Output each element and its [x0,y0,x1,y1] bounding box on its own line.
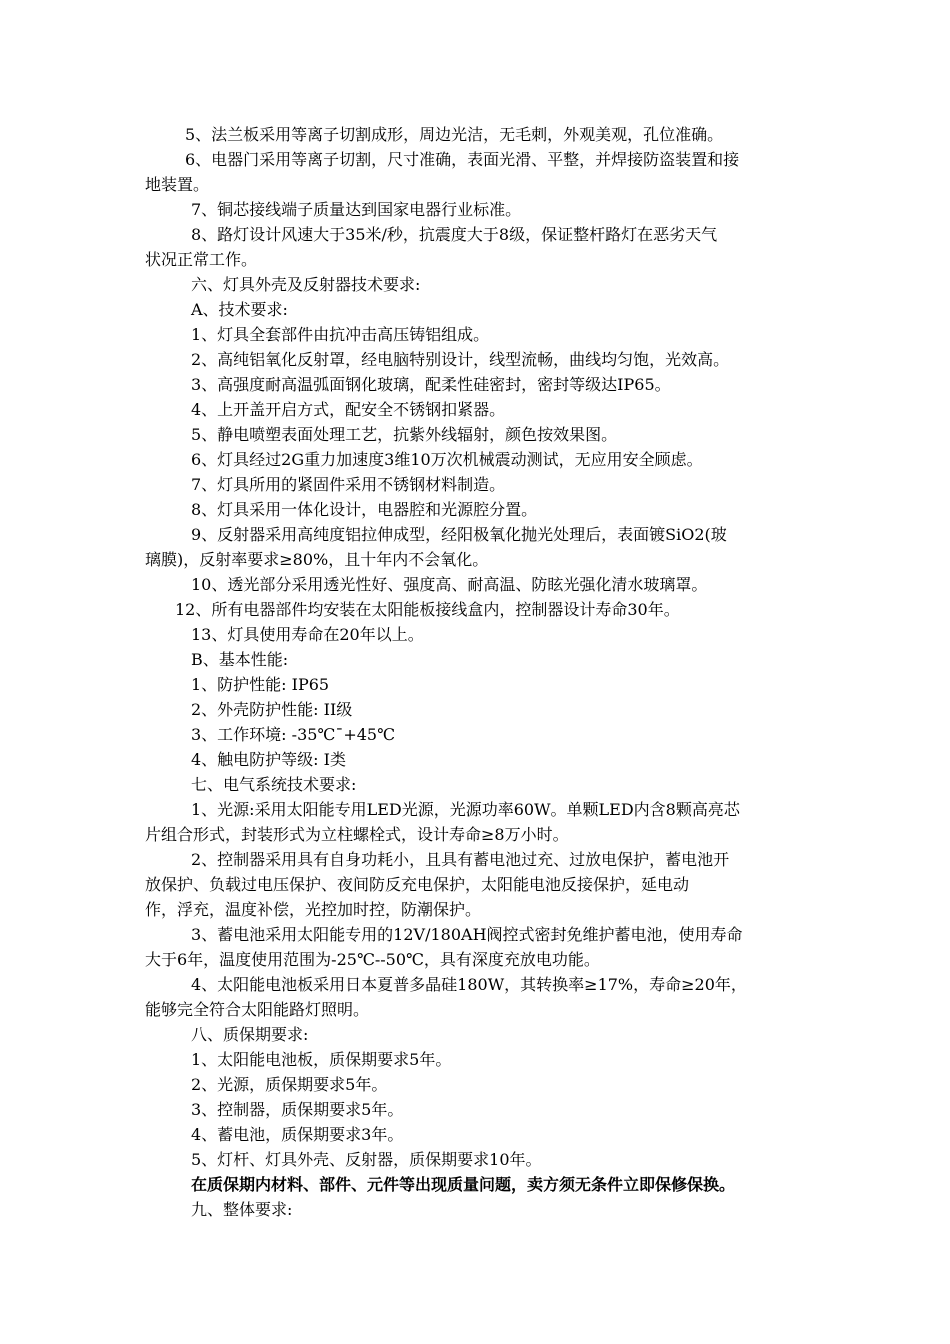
text-line: 7、铜芯接线端子质量达到国家电器行业标准。 [191,200,522,219]
text-line: 5、灯杆、灯具外壳、反射器，质保期要求10年。 [191,1150,542,1169]
text-line: 5、法兰板采用等离子切割成形，周边光洁，无毛刺，外观美观，孔位准确。 [185,125,724,144]
text-line: 5、静电喷塑表面处理工艺，抗紫外线辐射，颜色按效果图。 [191,425,618,444]
text-line: 2、控制器采用具有自身功耗小，且具有蓄电池过充、过放电保护，蓄电池开 [191,850,730,869]
text-line: 4、蓄电池，质保期要求3年。 [191,1125,404,1144]
text-line: 2、高纯铝氧化反射罩，经电脑特别设计，线型流畅，曲线均匀饱，光效高。 [191,350,730,369]
document-body [145,122,810,1222]
text-line: 4、太阳能电池板采用日本夏普多晶硅180W，其转换率≥17%，寿命≥20年， [191,975,747,994]
text-line: 3、工作环境: -35℃¯+45℃ [191,725,395,744]
text-line: 大于6年，温度使用范围为-25℃--50℃，具有深度充放电功能。 [145,950,600,969]
text-line: 13、灯具使用寿命在20年以上。 [191,625,424,644]
text-line: 放保护、负载过电压保护、夜间防反充电保护，太阳能电池反接保护，延电动 [145,875,690,894]
section-heading-8: 八、质保期要求: [191,1025,309,1044]
text-line: 2、外壳防护性能: II级 [191,700,353,719]
warranty-statement: 在质保期内材料、部件、元件等出现质量问题，卖方须无条件立即保修保换。 [191,1175,736,1194]
text-line: 8、路灯设计风速大于35米/秒，抗震度大于8级，保证整杆路灯在恶劣天气 [191,225,718,244]
text-line: 能够完全符合太阳能路灯照明。 [145,1000,370,1019]
subsection-heading-a: A、技术要求: [191,300,288,319]
text-line: 12、所有电器部件均安装在太阳能板接线盒内，控制器设计寿命30年。 [175,600,680,619]
text-line: 4、上开盖开启方式，配安全不锈钢扣紧器。 [191,400,506,419]
text-line: 6、灯具经过2G重力加速度3维10万次机械震动测试，无应用安全顾虑。 [191,450,703,469]
text-line: 片组合形式，封装形式为立柱螺栓式，设计寿命≥8万小时。 [145,825,569,844]
text-line: 璃膜)，反射率要求≥80%，且十年内不会氧化。 [145,550,489,569]
text-line: 1、光源:采用太阳能专用LED光源，光源功率60W。单颗LED内含8颗高亮芯 [191,800,740,819]
text-line: 3、控制器，质保期要求5年。 [191,1100,404,1119]
text-line: 1、灯具全套部件由抗冲击高压铸铝组成。 [191,325,490,344]
text-line: 7、灯具所用的紧固件采用不锈钢材料制造。 [191,475,506,494]
section-heading-6: 六、灯具外壳及反射器技术要求: [191,275,421,294]
text-line: 3、高强度耐高温弧面钢化玻璃，配柔性硅密封，密封等级达IP65。 [191,375,671,394]
text-line: 6、电器门采用等离子切割，尺寸准确，表面光滑、平整，并焊接防盗装置和接 [185,150,740,169]
text-line: 1、防护性能: IP65 [191,675,330,694]
text-line: 1、太阳能电池板，质保期要求5年。 [191,1050,452,1069]
text-line: 9、反射器采用高纯度铝拉伸成型，经阳极氧化抛光处理后，表面镀SiO2(玻 [191,525,727,544]
text-line: 10、透光部分采用透光性好、强度高、耐高温、防眩光强化清水玻璃罩。 [191,575,708,594]
section-heading-7: 七、电气系统技术要求: [191,775,357,794]
text-line: 状况正常工作。 [145,250,258,269]
text-line: 地装置。 [145,175,210,194]
text-line: 3、蓄电池采用太阳能专用的12V/180AH阀控式密封免维护蓄电池，使用寿命 [191,925,743,944]
text-line: 2、光源，质保期要求5年。 [191,1075,388,1094]
subsection-heading-b: B、基本性能: [191,650,289,669]
section-heading-9: 九、整体要求: [191,1200,293,1219]
text-line: 作，浮充，温度补偿，光控加时控，防潮保护。 [145,900,482,919]
text-line: 8、灯具采用一体化设计，电器腔和光源腔分置。 [191,500,538,519]
text-line: 4、触电防护等级: I类 [191,750,346,769]
